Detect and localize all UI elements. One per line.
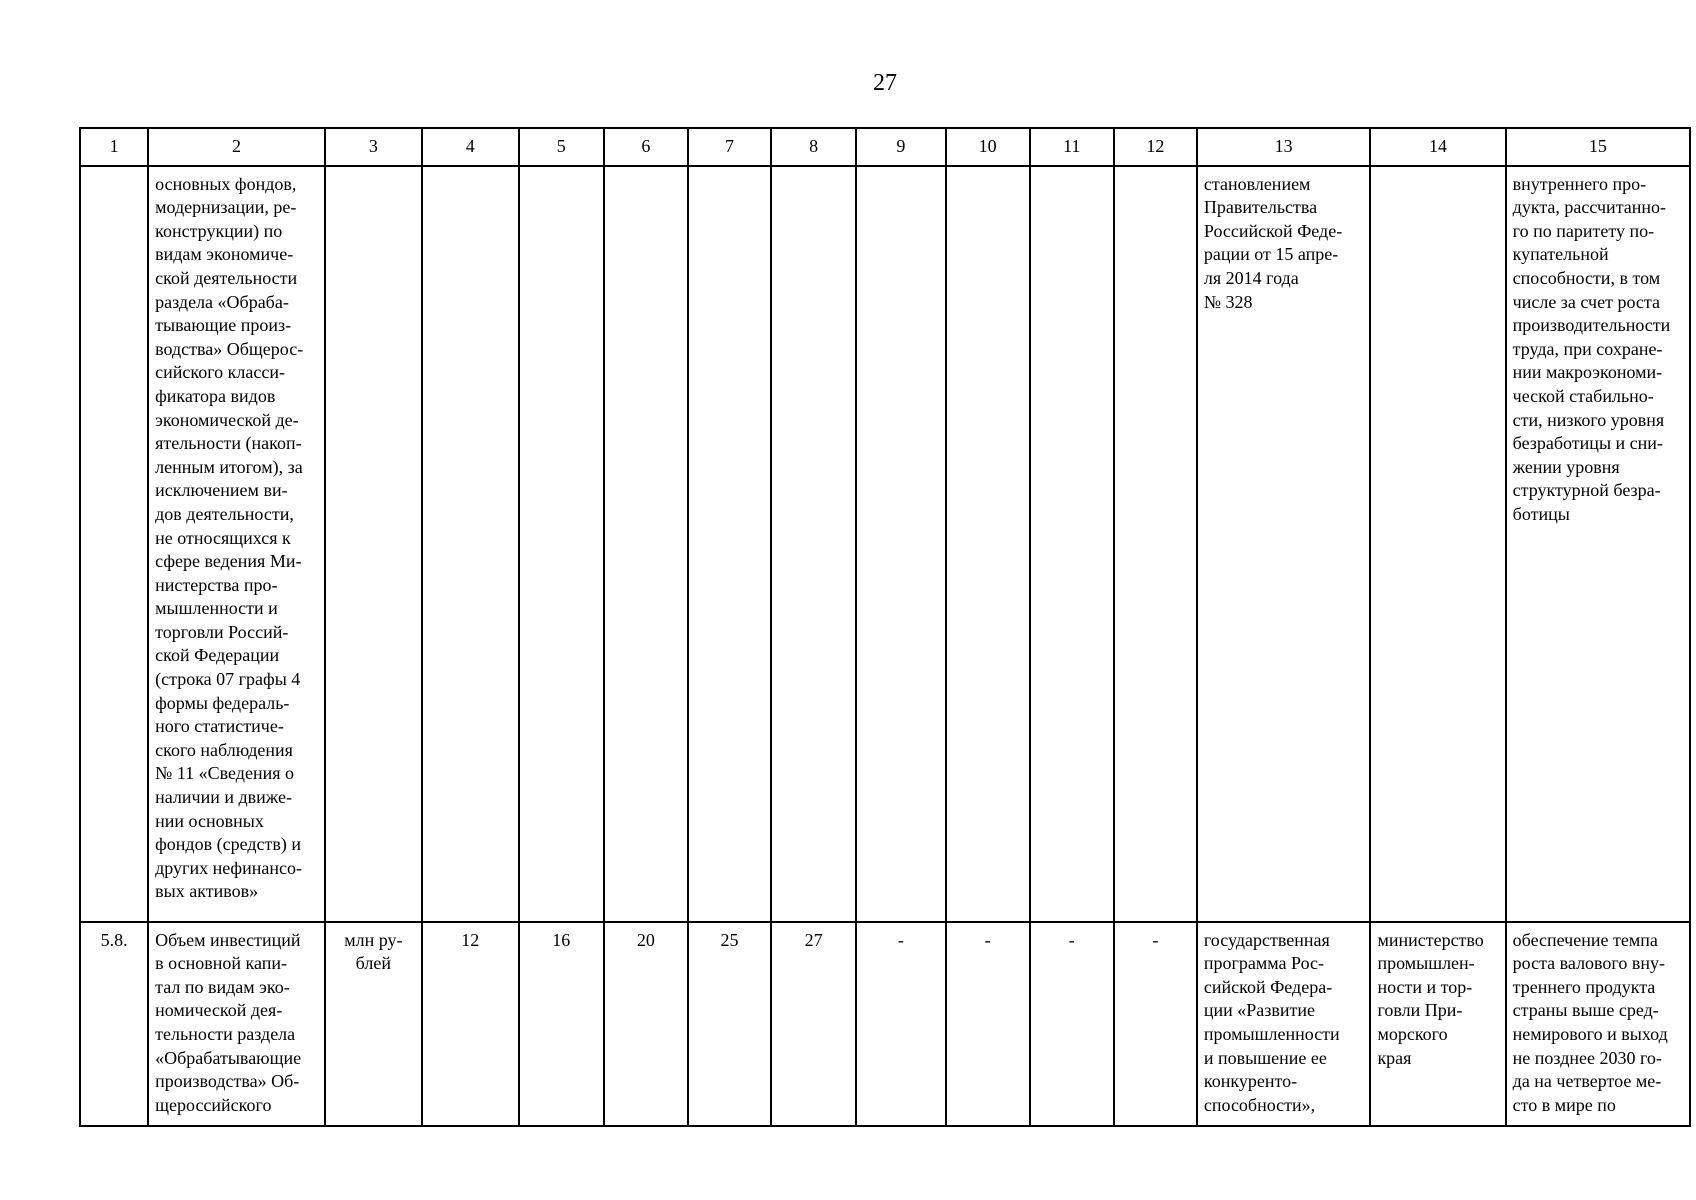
header-cell: 4 bbox=[422, 128, 519, 166]
header-cell: 8 bbox=[771, 128, 856, 166]
header-cell: 1 bbox=[80, 128, 148, 166]
table-cell bbox=[946, 166, 1030, 922]
header-cell: 14 bbox=[1370, 128, 1505, 166]
value-cell: 27 bbox=[771, 922, 856, 1126]
unit-cell: млн ру- блей bbox=[325, 922, 422, 1126]
table-cell bbox=[604, 166, 688, 922]
responsible-cell bbox=[1370, 166, 1505, 922]
value-cell: 16 bbox=[519, 922, 604, 1126]
table-cell bbox=[519, 166, 604, 922]
header-row bbox=[80, 128, 1690, 166]
table-cell bbox=[1114, 166, 1197, 922]
header-cell: 11 bbox=[1030, 128, 1114, 166]
value-cell: - bbox=[1030, 922, 1114, 1126]
value-cell: 12 bbox=[422, 922, 519, 1126]
table-row bbox=[80, 166, 1690, 922]
value-cell: - bbox=[946, 922, 1030, 1126]
header-cell: 6 bbox=[604, 128, 688, 166]
header-cell: 9 bbox=[856, 128, 945, 166]
header-cell: 7 bbox=[688, 128, 771, 166]
row-number-cell: 5.8. bbox=[80, 922, 148, 1126]
header-cell: 15 bbox=[1506, 128, 1690, 166]
header-cell: 5 bbox=[519, 128, 604, 166]
header-cell: 12 bbox=[1114, 128, 1197, 166]
table-cell bbox=[80, 166, 148, 922]
header-cell: 2 bbox=[148, 128, 325, 166]
responsible-cell: министерство промышлен- ности и тор- говли При- морского края bbox=[1370, 922, 1505, 1126]
indicator-name-cell: Объем инвестиций в основной капи- тал по видам эко- номической дея- тельности раздела «Обрабатывающие производства» Об- щероссийского bbox=[148, 922, 325, 1126]
program-cell: становлением Правительства Российской Феде- рации от 15 апре- ля 2014 года № 328 bbox=[1197, 166, 1371, 922]
table-cell bbox=[771, 166, 856, 922]
table-cell bbox=[325, 166, 422, 922]
header-cell: 3 bbox=[325, 128, 422, 166]
indicator-name-cell: основных фондов, модернизации, ре- конструкции) по видам экономиче- ской деятельности раздела «Обраба- тывающие произ- водства» Общерос- сийского класси- фикатора видов экономической де- ятельности (накоп- ленным итогом), за исключением ви- дов деятельности, не относящихся к сфере ведения Ми- нистерства про- мышленности и торговли Россий- ской Федерации (строка 07 графы 4 формы федераль- ного статистиче- ского наблюдения № 11 «Сведения о наличии и движе- нии основных фондов (средств) и других нефинансо- вых активов» bbox=[148, 166, 325, 922]
value-cell: - bbox=[856, 922, 945, 1126]
goal-cell: внутреннего про- дукта, рассчитанно- го по паритету по- купательной способности, в том числе за счет роста производительности труда, при сохране- нии макроэкономи- ческой стабильно- сти, низкого уровня безработицы и сни- жении уровня структурной безра- ботицы bbox=[1506, 166, 1690, 922]
table-cell bbox=[688, 166, 771, 922]
goal-cell: обеспечение темпа роста валового вну- треннего продукта страны выше сред- немирового и выход не позднее 2030 го- да на четвертое ме- сто в мире по bbox=[1506, 922, 1690, 1126]
value-cell: 20 bbox=[604, 922, 688, 1126]
table-cell bbox=[422, 166, 519, 922]
table-cell bbox=[1030, 166, 1114, 922]
program-cell: государственная программа Рос- сийской Федера- ции «Развитие промышленности и повышение ее конкуренто- способности», bbox=[1197, 922, 1371, 1126]
header-cell: 10 bbox=[946, 128, 1030, 166]
value-cell: - bbox=[1114, 922, 1197, 1126]
header-cell: 13 bbox=[1197, 128, 1371, 166]
table-row bbox=[80, 922, 1690, 1126]
main-table bbox=[79, 127, 1691, 1127]
table-cell bbox=[856, 166, 945, 922]
page-number: 27 bbox=[873, 70, 897, 96]
value-cell: 25 bbox=[688, 922, 771, 1126]
